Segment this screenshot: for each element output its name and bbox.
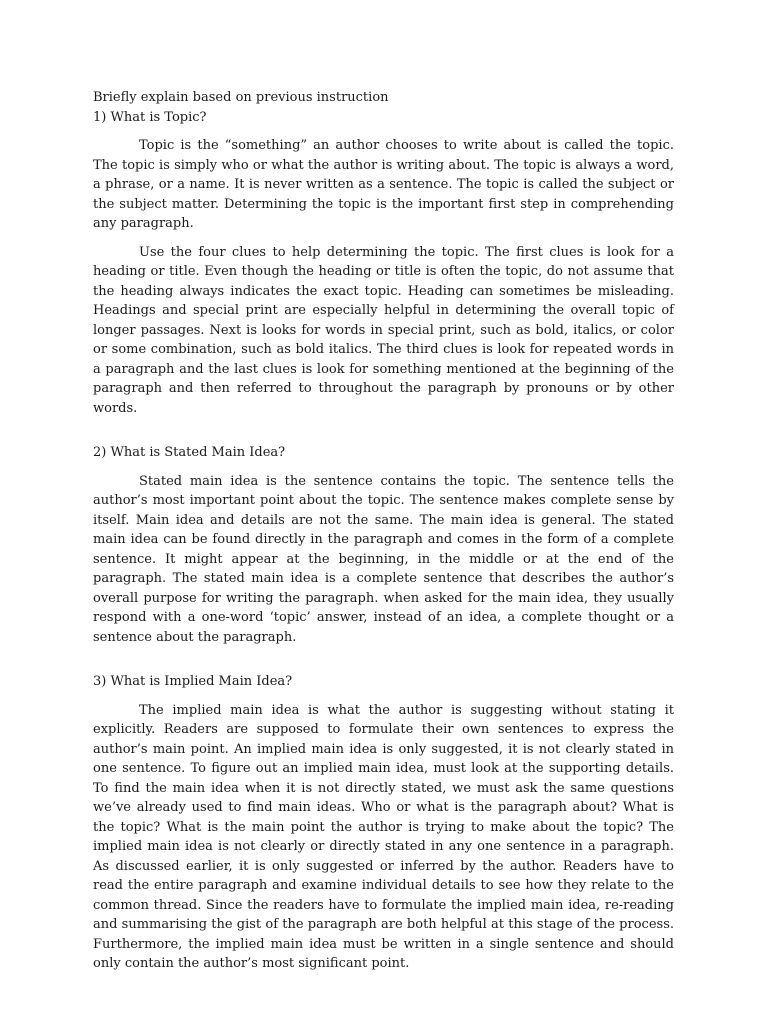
- paragraph-implied-main-idea: The implied main idea is what the author is suggesting without stating it explicitly. Readers are supposed to formulate their own sentences to express the author’s main point. An implied main idea is only suggested, it is not clearly stated in one sentence. To figure out an implied main idea, must look at the supporting details. To find the main idea when it is not directly stated, we must ask the same questions we’ve already used to find main ideas. Who or what is the paragraph about? What is the topic? What is the main point the author is trying to make about the topic? The implied main idea is not clearly or directly stated in any one sentence in a paragraph. As discussed earlier, it is only suggested or inferred by the author. Readers have to read the entire paragraph and examine individual details to see how they relate to the common thread. Since the readers have to formulate the implied main idea, re-reading and summarising the gist of the paragraph are both helpful at this stage of the process. Furthermore, the implied main idea must be written in a single sentence and should only contain the author’s most significant point.: [93, 702, 674, 971]
- section-heading-implied-main-idea: 3) What is Implied Main Idea?: [93, 674, 293, 689]
- section-heading-topic: 1) What is Topic?: [93, 109, 207, 125]
- section-heading-stated-main-idea: 2) What is Stated Main Idea?: [93, 445, 286, 460]
- document-page: [93, 88, 674, 974]
- intro-line: Briefly explain based on previous instruction: [93, 90, 389, 105]
- paragraph-topic-definition: Topic is the “something” an author chooses to write about is called the topic. The topic is simply who or what the author is writing about. The topic is always a word, a phrase, or a name. It is never written as a sentence. The topic is called the subject or the subject matter. Determining the topic is the important first step in comprehending any paragraph.: [93, 138, 674, 231]
- paragraph-stated-main-idea: Stated main idea is the sentence contains the topic. The sentence tells the author’s most important point about the topic. The sentence makes complete sense by itself. Main idea and details are not the same. The main idea is general. The stated main idea can be found directly in the paragraph and comes in the form of a complete sentence. It might appear at the beginning, in the middle or at the end of the paragraph. The stated main idea is a complete sentence that describes the author’s overall purpose for writing the paragraph. when asked for the main idea, they usually respond with a one-word ‘topic’ answer, instead of an idea, a complete thought or a sentence about the paragraph.: [93, 473, 674, 645]
- paragraph-topic-clues: Use the four clues to help determining the topic. The first clues is look for a heading or title. Even though the heading or title is often the topic, do not assume that the heading always indicates the exact topic. Heading can sometimes be misleading. Headings and special print are especially helpful in determining the overall topic of longer passages. Next is looks for words in special print, such as bold, italics, or color or some combination, such as bold italics. The third clues is look for repeated words in a paragraph and the last clues is look for something mentioned at the beginning of the paragraph and then referred to throughout the paragraph by pronouns or by other words.: [93, 244, 674, 416]
